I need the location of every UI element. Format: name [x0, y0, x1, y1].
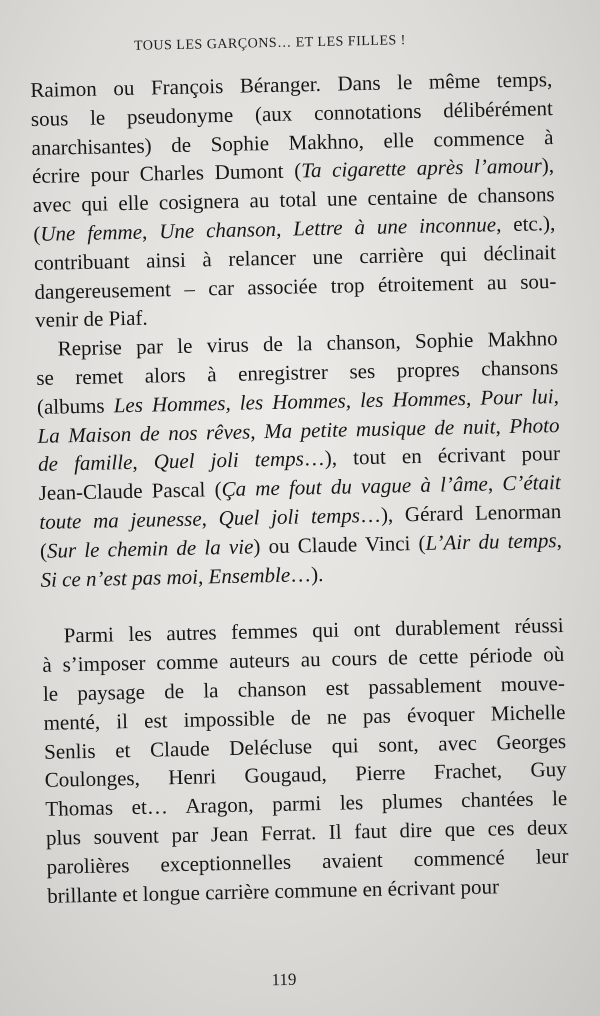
text-run: , — [250, 418, 265, 444]
italic-title: Ça me fout du vague à l’âme — [221, 471, 489, 502]
text-run: Coulonges, Henri Gougaud, Pierre Frachet, Guy — [44, 757, 567, 793]
italic-title: Une chanson — [158, 216, 277, 244]
text-run: , — [141, 219, 160, 244]
italic-title: Une femme — [40, 219, 143, 246]
text-run: ( — [39, 538, 48, 563]
text-run: venir de Piaf. — [34, 305, 148, 333]
text-run: , — [465, 385, 481, 410]
paragraph-2 — [35, 324, 562, 594]
text-run: , — [495, 413, 510, 438]
italic-title: L’Air du temps — [425, 527, 557, 555]
text-run: menté, il est impossible de ne pas évoquer Michelle — [43, 699, 566, 735]
text-run: , — [553, 383, 560, 408]
page-number: 119 — [271, 969, 297, 990]
text-run: …), tout en écrivant pour — [303, 441, 561, 471]
text-run: brillante et longue carrière commune en écrivant pour — [46, 873, 500, 908]
text-run: le paysage de la chanson est passablement mouve- — [42, 670, 566, 706]
italic-title: de famille — [37, 450, 133, 477]
italic-title: Photo — [509, 412, 560, 438]
text-run: , — [275, 216, 294, 241]
text-run: ), — [541, 153, 555, 178]
paragraph-3 — [41, 611, 569, 910]
text-run: Thomas et… Aragon, parmi les plumes chantées le — [45, 786, 568, 821]
text-run: …). — [289, 561, 324, 587]
italic-title: Ta cigarette après l’amour — [300, 153, 542, 183]
italic-title: La Maison de nos rêves — [37, 419, 251, 448]
text-run: dangereusement – car associée trop étroitement au sou- — [34, 268, 557, 304]
italic-title: Ensemble — [208, 562, 291, 588]
text-run: ( — [33, 221, 41, 246]
paragraph-1 — [30, 65, 557, 335]
running-header: TOUS LES GARÇONS… ET LES FILLES ! — [133, 33, 407, 54]
text-run: , etc.), — [495, 211, 556, 237]
italic-title: Lettre à une inconnue — [292, 212, 497, 241]
text-run: se remet alors à enregistrer ses propres chansons — [36, 354, 559, 390]
italic-title: Les Hommes, les Hommes, les Hommes — [113, 385, 467, 418]
text-run: Raimon ou François Béranger. Dans le même temps, — [30, 67, 553, 102]
italic-title: Pour lui — [480, 383, 554, 410]
italic-title: Quel joli temps — [153, 446, 305, 474]
italic-title: Sur le chemin de la vie — [46, 534, 254, 563]
text-run: Parmi les autres femmes qui ont durablement réussi — [63, 613, 564, 648]
text-run: ) ou Claude Vinci ( — [253, 530, 426, 559]
text-run: , — [201, 506, 219, 531]
text-run: Reprise par le virus de la chanson, Sophie Makhno — [57, 326, 558, 361]
text-run: sous le pseudonyme (aux connotations délibérément — [30, 95, 554, 131]
text-run: , — [556, 527, 563, 552]
text-run: , — [487, 471, 503, 496]
text-run: , — [132, 449, 154, 475]
text-run: Jean-Claude Pascal ( — [38, 477, 222, 506]
italic-title: Si ce n’est pas moi — [40, 564, 199, 592]
text-run: , — [197, 563, 209, 589]
text-run: avec qui elle cosignera au total une centaine de chansons — [32, 182, 555, 218]
text-run: (albums — [36, 393, 114, 419]
text-run: …), Gérard Lenorman — [359, 498, 562, 528]
text-run: écrire pour Charles Dumont ( — [31, 158, 302, 189]
text-run: à s’imposer comme auteurs au cours de cette période où — [42, 642, 565, 678]
italic-title: C’était — [502, 470, 561, 496]
italic-title: toute ma jeunesse — [39, 506, 202, 534]
text-run: anarchisantes) de Sophie Makhno, elle commence à — [31, 124, 554, 160]
text-run: Senlis et Claude Delécluse qui sont, avec Georges — [43, 728, 567, 764]
text-run: contribuant ainsi à relancer une carrière qui déclinait — [33, 239, 557, 275]
text-run: plus souvent par Jean Ferrat. Il faut dire que ces deux — [45, 814, 569, 850]
italic-title: Quel joli temps — [218, 503, 361, 531]
body-text — [30, 65, 569, 910]
text-run: parolières exceptionnelles avaient commencé leur — [46, 843, 569, 879]
italic-title: Ma petite musique de nuit — [263, 413, 496, 443]
